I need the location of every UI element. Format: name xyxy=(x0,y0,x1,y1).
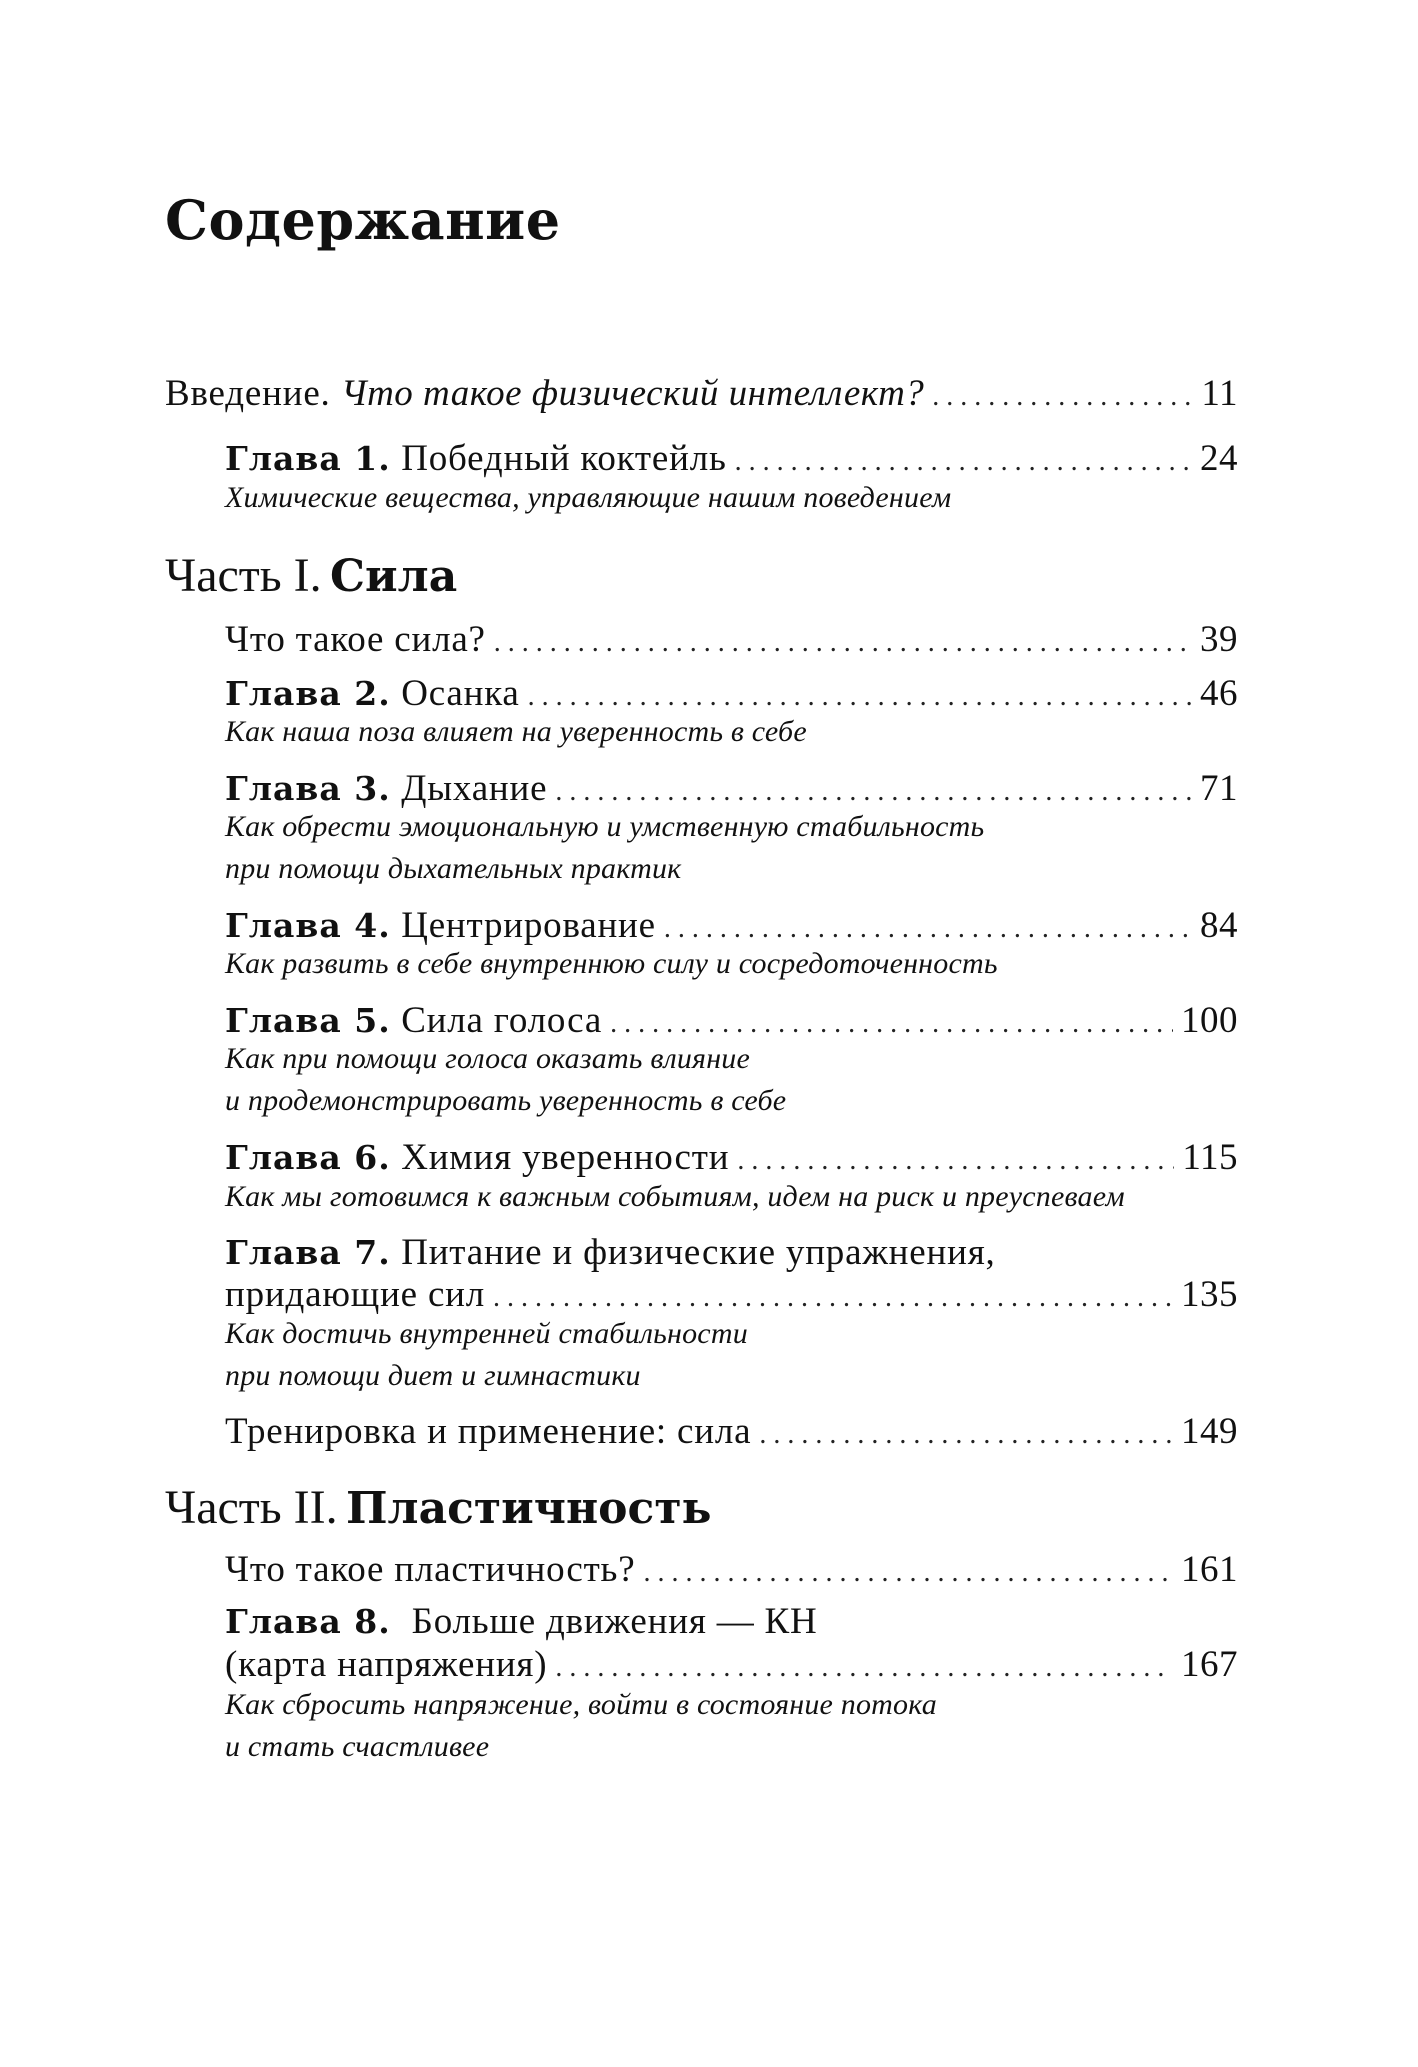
chapter-title: Дыхание xyxy=(401,768,548,809)
toc-entry-chapter-5[interactable] xyxy=(225,999,1238,1042)
dot-leader xyxy=(493,1282,1173,1314)
chapter-subtitle: и продемонстрировать уверенность в себе xyxy=(225,1084,787,1117)
entry-title: Что такое сила? xyxy=(225,619,486,660)
chapter-label: Глава 6. xyxy=(225,1138,391,1177)
dot-leader xyxy=(555,1652,1173,1684)
page-number: 135 xyxy=(1181,1274,1238,1315)
chapter-subtitle: Как сбросить напряжение, войти в состояние потока xyxy=(225,1688,937,1721)
chapter-title: Больше движения — КН xyxy=(411,1601,818,1642)
toc-entry-chapter-8[interactable] xyxy=(225,1643,1238,1686)
chapter-subtitle: Как развить в себе внутреннюю силу и сосредоточенность xyxy=(225,947,998,980)
page-number: 161 xyxy=(1181,1549,1238,1590)
toc-entry-chapter-2[interactable] xyxy=(225,672,1238,715)
entry-title: Что такое пластичность? xyxy=(225,1549,636,1590)
page-number: 11 xyxy=(1201,373,1238,414)
chapter-subtitle: Как обрести эмоциональную и умственную стабильность xyxy=(225,810,985,843)
dot-leader xyxy=(528,681,1192,713)
toc-entry-chapter-1[interactable] xyxy=(225,437,1238,480)
entry-title: Тренировка и применение: сила xyxy=(225,1411,752,1452)
dot-leader xyxy=(735,446,1192,478)
toc-entry-chapter-4[interactable] xyxy=(225,904,1238,947)
toc-entry-chapter-8-title[interactable] xyxy=(225,1600,818,1643)
chapter-label: Глава 7. xyxy=(225,1233,391,1272)
chapter-label: Глава 3. xyxy=(225,769,391,808)
dot-leader xyxy=(759,1419,1173,1451)
page-number: 71 xyxy=(1200,768,1238,809)
page-number: 115 xyxy=(1182,1137,1238,1178)
chapter-label: Глава 1. xyxy=(225,439,391,478)
chapter-title-continued: (карта напряжения) xyxy=(225,1644,548,1685)
chapter-label: Глава 5. xyxy=(225,1001,391,1040)
chapter-subtitle: Как достичь внутренней стабильности xyxy=(225,1317,748,1350)
page-number: 84 xyxy=(1200,905,1238,946)
toc-entry-what-is-strength[interactable] xyxy=(225,618,1238,661)
part-name: Сила xyxy=(330,551,458,602)
page-number: 46 xyxy=(1200,673,1238,714)
part-heading xyxy=(165,548,457,603)
toc-title: Содержание xyxy=(165,188,561,252)
chapter-subtitle: Химические вещества, управляющие нашим поведением xyxy=(225,481,952,514)
dot-leader xyxy=(737,1145,1174,1177)
chapter-title: Химия уверенности xyxy=(401,1137,730,1178)
page-number: 24 xyxy=(1200,438,1238,479)
part-label: Часть I. xyxy=(165,549,322,602)
page-number: 167 xyxy=(1181,1644,1238,1685)
dot-leader xyxy=(555,776,1192,808)
toc-entry-intro[interactable] xyxy=(165,372,1238,415)
chapter-title: Питание и физические упражнения, xyxy=(401,1232,996,1273)
chapter-subtitle: и стать счастливее xyxy=(225,1730,490,1763)
dot-leader xyxy=(664,913,1192,945)
chapter-title: Осанка xyxy=(401,673,520,714)
chapter-subtitle: при помощи дыхательных практик xyxy=(225,852,682,885)
dot-leader xyxy=(643,1557,1173,1589)
part-name: Пластичность xyxy=(346,1483,712,1534)
chapter-title: Победный коктейль xyxy=(401,438,727,479)
page-number: 39 xyxy=(1200,619,1238,660)
chapter-subtitle: Как наша поза влияет на уверенность в себе xyxy=(225,715,807,748)
dot-leader xyxy=(932,381,1193,413)
intro-label: Введение. xyxy=(165,373,331,414)
part-heading xyxy=(165,1480,711,1535)
page-number: 100 xyxy=(1181,1000,1238,1041)
part-label: Часть II. xyxy=(165,1481,338,1534)
intro-title: Что такое физический интеллект? xyxy=(341,373,925,414)
chapter-subtitle: при помощи диет и гимнастики xyxy=(225,1359,641,1392)
toc-entry-chapter-3[interactable] xyxy=(225,767,1238,810)
dot-leader xyxy=(494,627,1192,659)
dot-leader xyxy=(610,1008,1173,1040)
toc-entry-chapter-7-title[interactable] xyxy=(225,1231,996,1274)
chapter-title: Сила голоса xyxy=(401,1000,603,1041)
toc-entry-training[interactable] xyxy=(225,1410,1238,1453)
chapter-subtitle: Как мы готовимся к важным событиям, идем на риск и преуспеваем xyxy=(225,1180,1125,1213)
toc-entry-chapter-7[interactable] xyxy=(225,1273,1238,1316)
chapter-label: Глава 2. xyxy=(225,674,391,713)
chapter-title: Центрирование xyxy=(401,905,656,946)
chapter-title-continued: придающие сил xyxy=(225,1274,486,1315)
chapter-label: Глава 4. xyxy=(225,906,391,945)
page-number: 149 xyxy=(1181,1411,1238,1452)
chapter-subtitle: Как при помощи голоса оказать влияние xyxy=(225,1042,751,1075)
toc-entry-what-is-plasticity[interactable] xyxy=(225,1548,1238,1591)
chapter-label: Глава 8. xyxy=(225,1602,391,1641)
toc-entry-chapter-6[interactable] xyxy=(225,1136,1238,1179)
